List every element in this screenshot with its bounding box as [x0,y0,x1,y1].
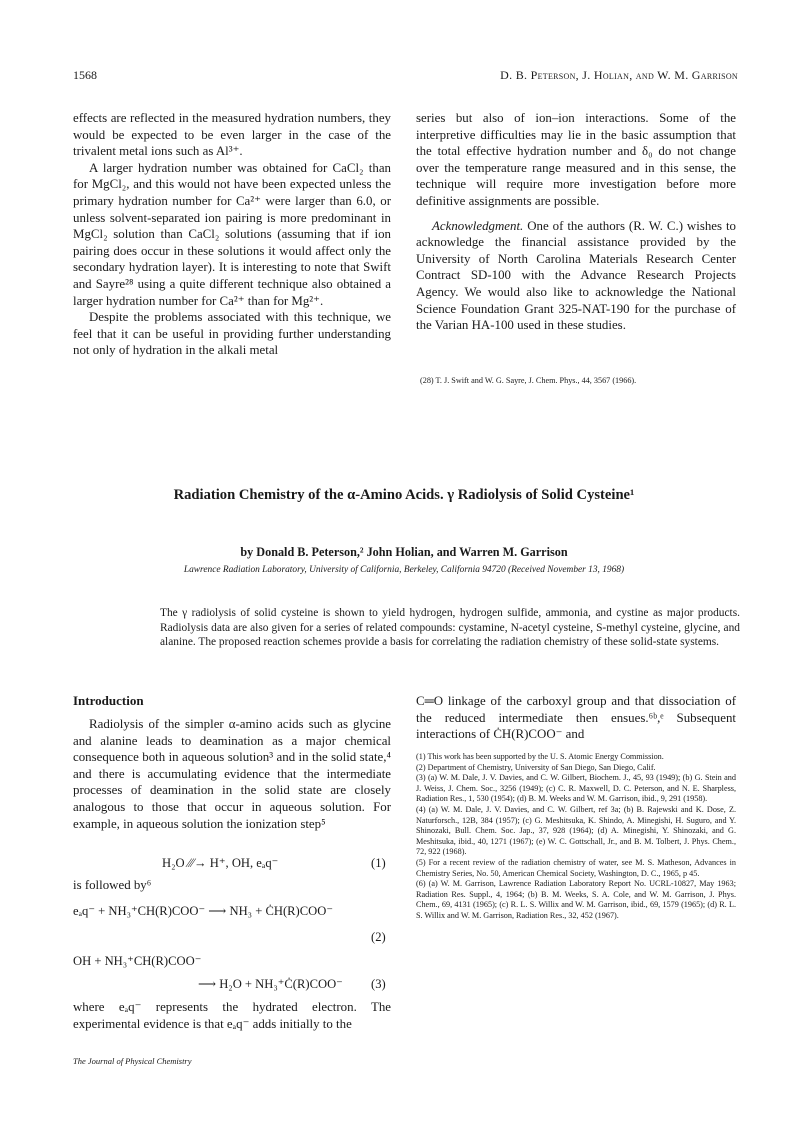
acknowledgment-label: Acknowledgment. [432,218,524,233]
equation-3-line-1: OH + NH₃⁺CH(R)COO⁻ [73,954,202,968]
article-authors: by Donald B. Peterson,² John Holian, and Warren M. Garrison [240,545,568,559]
journal-footer: The Journal of Physical Chemistry [73,1056,192,1066]
article-right-column [416,693,736,743]
equation-number: (3) [371,977,386,991]
introduction-paragraph-2 [73,999,391,1032]
paragraph: effects are reflected in the measured hydration numbers, they would be expected to be even larger in the case of the trivalent metal ions such as Al³⁺. [73,111,391,159]
paragraph: Radiolysis of the simpler α-amino acids such as glycine and alanine leads to deamination as a major chemical consequence both in aqueous solution³ and in the solid state,⁴ and there is accumulating evidence that the intermediate processes of deamination in the solid state are closely analogous to those that occur in aqueous solution. For example, in aqueous solution the ionization step⁵ [73,717,391,831]
equation-3-line-2: ⟶ H₂O + NH₃⁺Ċ(R)COO⁻ [198,977,343,991]
article-affiliation: Lawrence Radiation Laboratory, University of California, Berkeley, California 94720 (Received November 13, 1968) [183,565,625,575]
previous-article-left-column [73,110,391,359]
equation-number: (1) [371,856,386,870]
footnote: (4) (a) W. M. Dale, J. V. Davies, and C. W. Gilbert, ref 3a; (b) B. Rajewski and K. Dose, Z. Naturforsch., 12B, 384 (1957); (c) G. Meshitsuka, K. Shindo, A. Minegishi, H. Suguro, and Y. Shinozaki, Bull. Chem. Soc. Jap., 37, 928 (1964); (d) A. Minegishi, Y. Shinozaki, and G. Meshitsuka, ibid., 40, 1271 (1967); (e) W. C. Gottschall, Jr., and B. M. Tolbert, J. Phys. Chem., 72, 922 (1968). [416,804,736,857]
equation-number: (2) [371,930,386,944]
previous-article-right-column [416,110,736,334]
running-title: D. B. Peterson, J. Holian, and W. M. Garrison [500,68,738,82]
equation-1: H₂O ⁄⁄⁄→ H⁺, OH, eₐq⁻ [162,856,279,870]
footnote: (2) Department of Chemistry, University of San Diego, San Diego, Calif. [416,762,656,772]
footnote: (1) This work has been supported by the U. S. Atomic Energy Commission. [416,752,664,761]
paragraph: A larger hydration number was obtained for CaCl₂ than for MgCl₂, and this would not have been expected unless the primary hydration number for Ca²⁺ were larger than 6.0, or unless solvent-separated ion pairing is more predominant in MgCl₂ solution than CaCl₂ solutions (assuming that if ion pairing does occur in these solutions it would affect only the secondary hydration layer). It is interesting to note that Swift and Sayre²⁸ using a quite different technique also obtained a larger hydration number for Ca²⁺ than for Mg²⁺. [73,160,391,308]
article-title: Radiation Chemistry of the α-Amino Acids. γ Radiolysis of Solid Cysteine¹ [173,487,635,503]
acknowledgment [416,218,736,334]
reference-28: (28) T. J. Swift and W. G. Sayre, J. Chem. Phys., 44, 3567 (1966). [420,376,637,385]
introduction-paragraph-1 [73,716,391,832]
footnote: (3) (a) W. M. Dale, J. V. Davies, and C. W. Gilbert, Biochem. J., 45, 93 (1949); (b) G. Stein and J. Weiss, J. Chem. Soc., 3256 (1949); (c) C. R. Maxwell, D. C. Peterson, and N. E. Sharpless, Radiation Res., 1, 530 (1954); (d) B. M. Weeks and W. M. Garrison, ibid., 9, 291 (1958). [416,773,736,804]
paragraph: series but also of ion–ion interactions. Some of the interpretive difficulties may lie in the basic assumption that the total effective hydration number and δ₀ do not change over the temperature range measured and in this sense, the technique will require more investigation before more definitive assignments are possible. [416,111,736,208]
paragraph: where eₐq⁻ represents the hydrated electron. The experimental evidence is that eₐq⁻ adds initially to the [73,1000,391,1031]
footnote: (6) (a) W. M. Garrison, Lawrence Radiation Laboratory Report No. UCRL-10827, May 1963; Radiation Res. Suppl., 4, 1964; (b) B. M. Weeks, S. A. Cole, and W. M. Garrison, J. Phys. Chem., 69, 4131 (1965); (c) R. L. S. Willix and W. M. Garrison, ibid., 69, 1579 (1965); (d) R. L. S. Willix and W. M. Garrison, Radiation Res., 32, 452 (1967). [416,879,736,920]
page-number: 1568 [73,68,97,82]
paragraph: Despite the problems associated with this technique, we feel that it can be useful in providing further understanding not only of hydration in the alkali metal [73,310,391,358]
equation-2: eₐq⁻ + NH₃⁺CH(R)COO⁻ ⟶ NH₃ + ĊH(R)COO⁻ [73,904,333,918]
paragraph: C═O linkage of the carboxyl group and that dissociation of the reduced intermediate then ensues.⁶ᵇ,ᵉ Subsequent interactions of ĊH(R)COO⁻ and [416,694,736,742]
article-abstract: The γ radiolysis of solid cysteine is shown to yield hydrogen, hydrogen sulfide, ammonia, and cystine as major products. Radiolysis data are also given for a series of related compounds: cystamine, N-acetyl cysteine, S-methyl cysteine, glycine, and alanine. The proposed reaction schemes provide a basis for correlating the radiation chemistry of these solid-state systems. [160,607,740,648]
section-heading-introduction: Introduction [73,693,144,708]
footnotes [416,752,736,922]
equation-lead-in: is followed by⁶ [73,878,152,892]
footnote: (5) For a recent review of the radiation chemistry of water, see M. S. Matheson, Advances in Chemistry Series, No. 50, American Chemical Society, Washington, D. C., 1965, p 45. [416,857,736,878]
acknowledgment-text: One of the authors (R. W. C.) wishes to acknowledge the financial assistance provided by the University of North Carolina Materials Research Center Contract SD-100 with the Advance Research Projects Agency. We would also like to acknowledge the National Science Foundation Grant 325-NAT-190 for the purchase of the Varian HA-100 used in these studies. [416,218,736,333]
